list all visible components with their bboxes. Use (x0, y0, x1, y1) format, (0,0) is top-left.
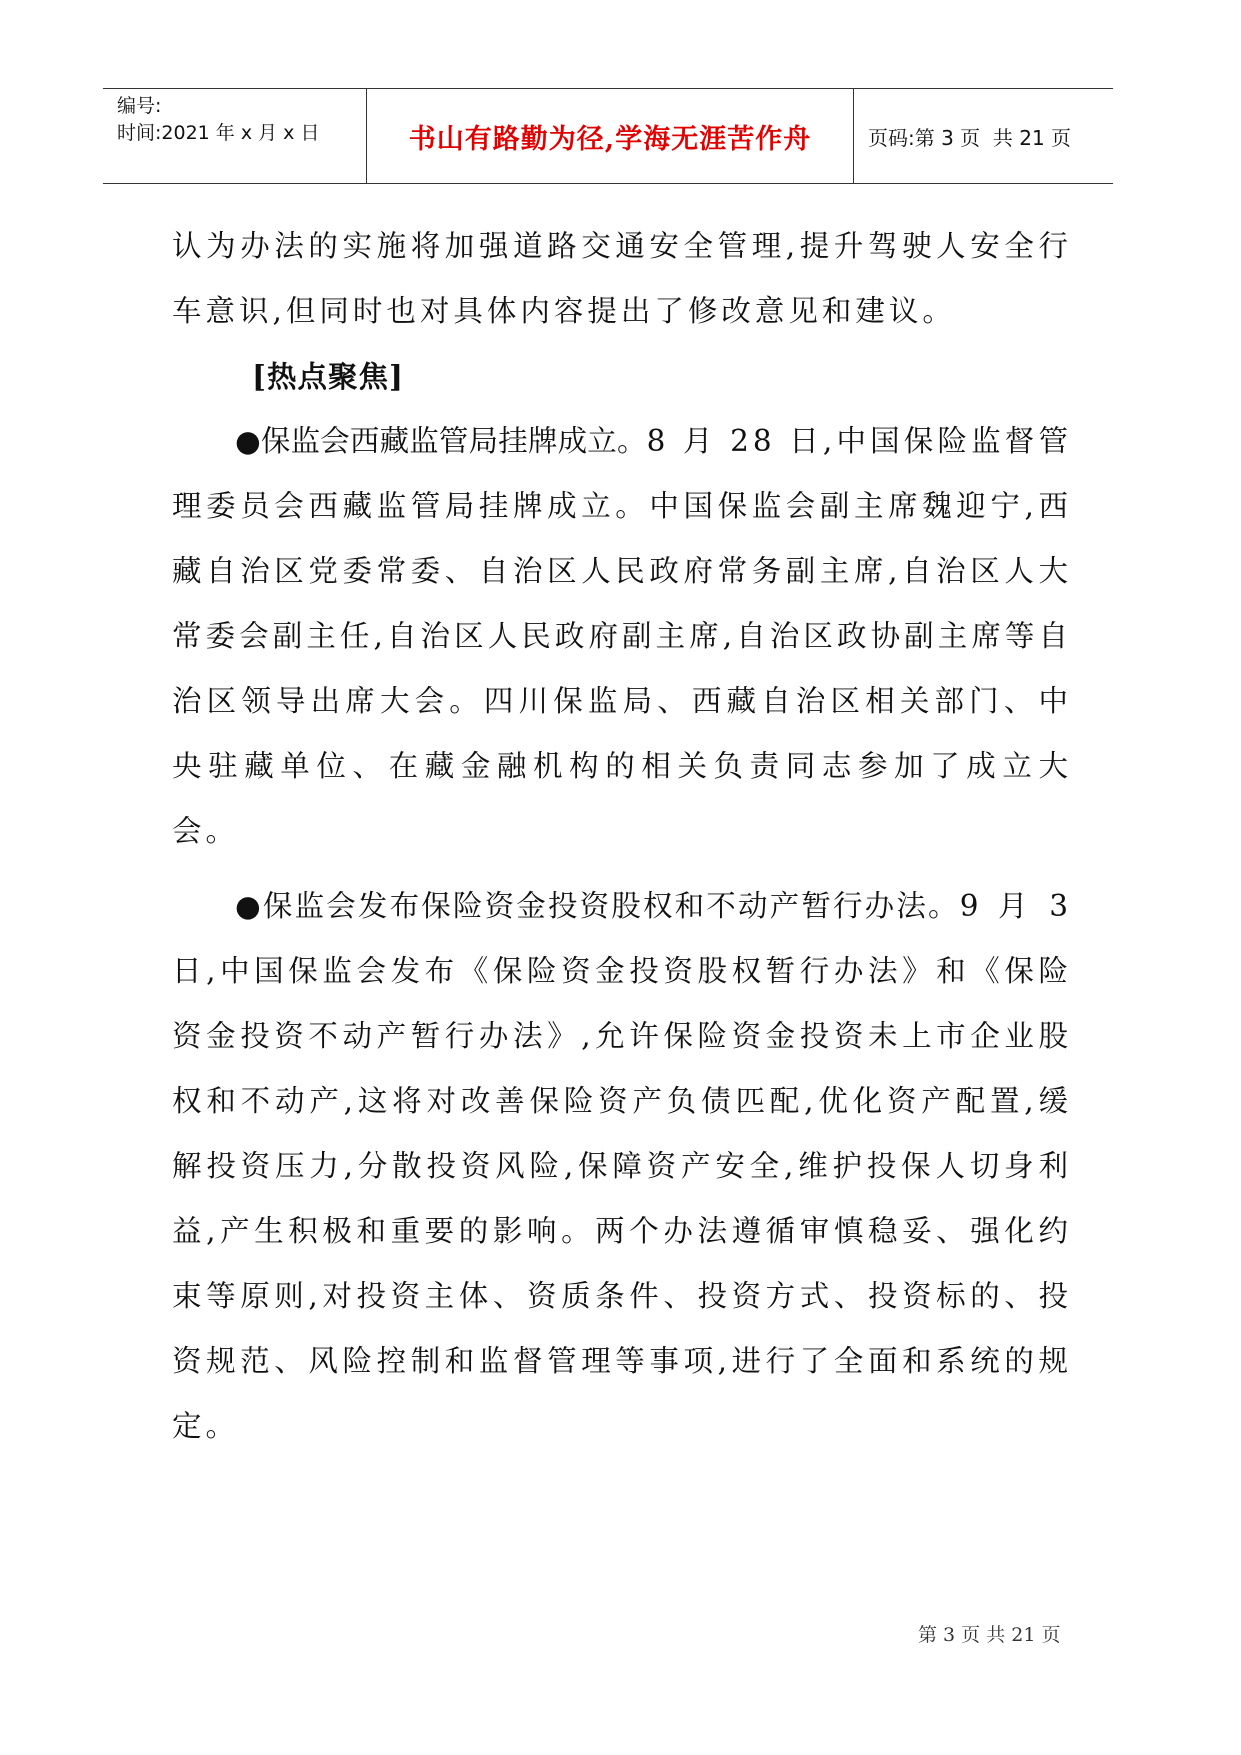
document-body (172, 214, 1072, 1459)
news-item-2 (172, 874, 1072, 1459)
news-item-1-lead: ●保监会西藏监管局挂牌成立。 (235, 424, 647, 458)
page-header (103, 88, 1113, 184)
news-item-1-body: 8 月 28 日,中国保险监督管理委员会西藏监管局挂牌成立。中国保监会副主席魏迎宁,西藏自治区党委常委、自治区人民政府常务副主席,自治区人大常委会副主任,自治区人民政府副主席,自治区政协副主席等自治区领导出席大会。四川保监局、西藏自治区相关部门、中央驻藏单位、在藏金融机构的相关负责同志参加了成立大会。 (172, 424, 1072, 848)
header-motto: 书山有路勤为径,学海无涯苦作舟 (408, 123, 812, 155)
page-footer: 第 3 页 共 21 页 (918, 1624, 1061, 1646)
intro-paragraph: 认为办法的实施将加强道路交通安全管理,提升驾驶人安全行车意识,但同时也对具体内容提出了修改意见和建议。 (172, 229, 1072, 328)
header-page-info: 页码:第 3 页 共 21 页 (868, 125, 1072, 150)
document-time-label: 时间:2021 年 x 月 x 日 (117, 122, 320, 144)
section-heading: [热点聚焦] (252, 359, 404, 394)
header-meta (117, 93, 319, 147)
news-item-2-lead: ●保监会发布保险资金投资股权和不动产暂行办法。 (235, 889, 960, 923)
header-divider-right (853, 89, 854, 183)
news-item-2-body: 9 月 3 日,中国保监会发布《保险资金投资股权暂行办法》和《保险资金投资不动产暂行办法》,允许保险资金投资未上市企业股权和不动产,这将对改善保险资产负债匹配,优化资产配置,缓解投资压力,分散投资风险,保障资产安全,维护投保人切身利益,产生积极和重要的影响。两个办法遵循审慎稳妥、强化约束等原则,对投资主体、资质条件、投资方式、投资标的、投资规范、风险控制和监督管理等事项,进行了全面和系统的规定。 (172, 889, 1072, 1443)
news-item-1 (172, 409, 1072, 864)
document-number-label: 编号: (117, 95, 162, 117)
